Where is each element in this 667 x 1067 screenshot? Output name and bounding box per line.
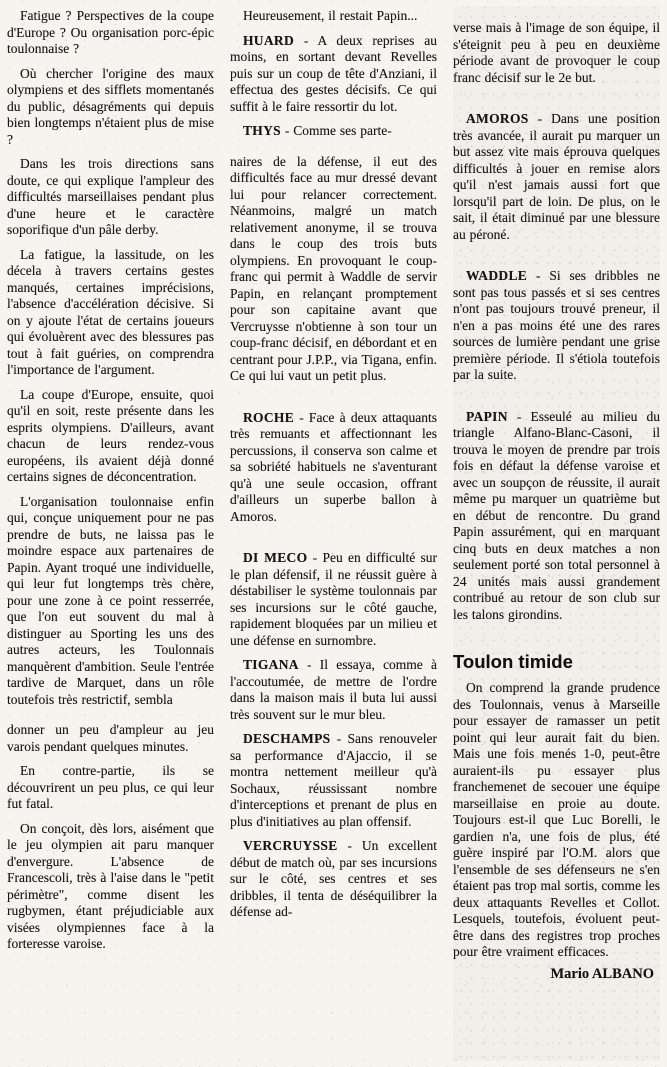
text-run: On conçoit, dès lors, aisément que le jeu olympien ait paru manquer d'envergure. L'absence de Francescoli, très à l'aise dans le "petit périmètre", comme disent les rugbymen, étant préjudiciable aux visées olympiennes face à la forteresse varoise. <box>7 820 214 951</box>
text-run: En contre-partie, ils se découvrirent un peu plus, ce qui leur fut fatal. <box>7 763 214 811</box>
text-run: Heureusement, il restait Papin... <box>243 8 418 23</box>
player-name: ROCHE <box>243 409 295 425</box>
player-note-waddle <box>453 268 660 384</box>
player-note-vercruysse <box>230 838 437 921</box>
player-name: PAPIN <box>466 408 508 424</box>
player-name: VERCRUYSSE <box>243 838 338 853</box>
player-note-di-meco <box>230 550 437 649</box>
player-note-huard <box>230 33 437 116</box>
text-run: donner un peu d'ampleur au jeu varois pendant quelques minutes. <box>7 722 214 754</box>
paragraph <box>7 763 214 813</box>
text-run: - Sans renouveler sa performance d'Ajaccio, il se montra nettement meilleur qu'à Sochaux, réussissant nombre d'interceptions et prenant de plus en plus d'initiatives au plan offensif. <box>230 731 437 829</box>
text-run: - Comme ses parte- <box>284 123 392 138</box>
text-run: Dans les trois directions sans doute, ce qui explique l'ampleur des difficultés marseillaises pendant plus d'une heure et le caractère soporifique d'un pâle derby. <box>7 156 214 237</box>
player-name: THYS <box>243 123 281 138</box>
text-run: L'organisation toulonnaise enfin qui, conçue uniquement pour ne pas prendre de buts, ne laissa pas le moindre espace aux partenaires de Papin. Ayant troqué une individuelle, qui leur fut longtemps très chère, pour une zone à ce point resserrée, que l'on eut souvent du mal à distinguer au Sporting les uns des autres acteurs, les Toulonnais manquèrent d'ambition. Seule l'entrée tardive de Marquet, dans un rôle toutefois très restrictif, sembla <box>7 493 214 707</box>
paragraph <box>7 8 214 58</box>
player-note-roche <box>230 410 437 526</box>
paragraph <box>7 156 214 239</box>
text-run: Fatigue ? Perspectives de la coupe d'Europe ? Ou organisation porc-épic toulonnaise ? <box>7 8 214 56</box>
player-name: AMOROS <box>466 111 529 126</box>
paragraph-continuation <box>230 154 437 385</box>
player-note-amoros <box>453 111 660 243</box>
player-note-papin <box>453 409 660 624</box>
text-run: naires de la défense, il eut des difficultés face au mur dressé devant lui pour relancer correctement. Néanmoins, malgré un match relativement anonyme, il se trouva dans le coup des trois buts olympiens. En provoquant le coup-franc qui permit à Waddle de servir Papin, en relançant promptement pour son capitaine avant que Vercruysse n'obtienne à son tour un coup-franc décisif, en débordant et en centrant pour J.P.P., via Tigana, enfin. Ce qui lui vaut un petit plus. <box>230 153 437 383</box>
text-run: Mario ALBANO <box>550 965 654 982</box>
paragraph <box>453 680 660 961</box>
text-run: verse mais à l'image de son équipe, il s'éteignit peu à peu en deuxième période avant de provoquer le coup franc décisif sur le 2e but. <box>453 20 660 85</box>
section-heading <box>453 652 660 672</box>
text-run: - Il essaya, comme à l'accoutumée, de mettre de l'ordre dans la maison mais il buta lui aussi très souvent sur le mur bleu. <box>230 657 437 722</box>
paragraph-continuation <box>7 722 214 755</box>
player-note-thys <box>230 123 437 140</box>
text-run: - Si ses dribbles ne sont pas tous passés et si ses centres n'ont pas toujours trouvé preneur, il n'en a pas moins été une des rares sources de lumière pendant une grise première période. Il s'étiola toutefois par la suite. <box>453 268 660 382</box>
player-name: DESCHAMPS <box>243 731 331 746</box>
text-run: - Face à deux attaquants très remuants et affectionnant les percussions, il conserva son calme et sa sobriété habituels ne s'aventurant qu'à une seule occasion, offrant d'ailleurs un superbe ballon à Amoros. <box>230 409 437 524</box>
text-run: - Un excellent début de match où, par ses incursions sur le côté, ses centres et ses dribbles, il tenta de déséquilibrer la défense ad- <box>230 838 437 919</box>
text-run: On comprend la grande prudence des Toulonnais, venus à Marseille pour essayer de ramasser un petit point qui leur aurait fait du bien. Mais une fois menés 1-0, peut-être auraient-ils pu essayer plus franchemenet de secouer une équipe marseillaise en proie au doute. Toujours est-il que Luc Borelli, le gardien n'a, une fois de plus, été guère inspiré par l'O.M. alors que l'ensemble de ses défenseurs ne s'en étaient pas trop mal sortis, comme les deux attaquants Revelles et Collot. Lesquels, toutefois, évoluent peut-être dans des registres trop proches pour être vraiment efficaces. <box>453 680 660 959</box>
paragraph <box>7 387 214 486</box>
text-run: Toulon timide <box>453 651 573 672</box>
player-name: DI MECO <box>243 550 308 565</box>
article-column-2 <box>230 6 437 1061</box>
paragraph <box>230 8 437 25</box>
text-run: - A deux reprises au moins, en sortant devant Revelles puis sur un coup de tête d'Anziani, il effectua des gestes décisifs. Ce qui suffit à le faire ressortir du lot. <box>230 32 437 114</box>
paragraph <box>7 821 214 953</box>
byline <box>453 966 654 983</box>
player-name: WADDLE <box>466 268 528 283</box>
paragraph <box>7 494 214 709</box>
text-run: Où chercher l'origine des maux olympiens et des sifflets momentanés du public, désagréments qui depuis bien longtemps n'étaient plus de mise ? <box>7 65 214 147</box>
paragraph <box>7 66 214 149</box>
player-name: HUARD <box>243 32 294 48</box>
article-column-3 <box>453 6 660 1061</box>
player-note-tigana <box>230 657 437 723</box>
text-run: - Peu en difficulté sur le plan défensif, il ne réussit guère à déstabiliser le système toulonnais par ses incursions sur le côté gauche, rapidement bloquées par un milieu et une défense en surnombre. <box>230 550 437 648</box>
text-run: La fatigue, la lassitude, on les décela à travers certains gestes manqués, certaines imprécisions, l'absence d'accélération décisive. Si on y ajoute l'état de certains joueurs qui évoluèrent avec des blessures pas tout à fait guéries, on comprendra l'importance de l'argument. <box>7 246 214 377</box>
player-name: TIGANA <box>243 657 299 672</box>
paragraph <box>7 247 214 379</box>
player-note-deschamps <box>230 731 437 830</box>
text-run: - Esseulé au milieu du triangle Alfano-Blanc-Casoni, il trouva le moyen de prendre par trois fois en défaut la défense varoise et avec un soupçon de réussite, il aurait même pu marquer un quatrième but en début de rencontre. Du grand Papin assurément, qui en marquant cinq buts en deux matches a non seulement porté son total personnel à 24 unités mais aussi grandement contribué au retour de son club sur les talons girondins. <box>453 408 660 622</box>
paragraph-continuation <box>453 20 660 86</box>
text-run: La coupe d'Europe, ensuite, quoi qu'il en soit, reste présente dans les esprits olympiens. D'ailleurs, avant chacun de leurs rendez-vous européens, ils avaient déjà donné certains signes de déconcentration. <box>7 386 214 484</box>
text-run: - Dans une position très avancée, il aurait pu marquer un but assez vite mais éprouva quelques difficultés à jouer en remise alors qu'il n'est jamais aussi fort que lorsqu'il part de loin. De plus, on le sait, il était diminué par une blessure au péroné. <box>453 111 660 242</box>
article-column-1 <box>7 6 214 1061</box>
